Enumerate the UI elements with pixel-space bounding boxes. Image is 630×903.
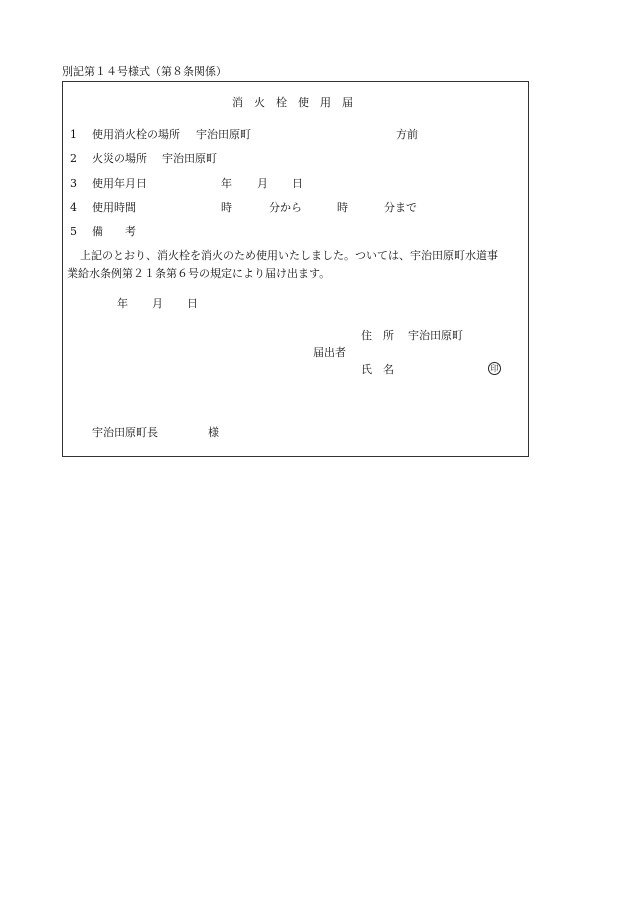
item-number-2: 2: [70, 152, 77, 165]
submit-date-month: 月: [152, 297, 163, 310]
applicant-role-label: 届出者: [313, 346, 346, 359]
body-text-line-2: 業給水条例第２１条第６号の規定により届け出ます。: [67, 267, 331, 280]
use-date-year: 年: [221, 177, 232, 190]
submit-date-day: 日: [187, 297, 198, 310]
item-suffix-direction: 方前: [396, 128, 418, 141]
item-label-fire-location: 火災の場所: [92, 152, 147, 165]
use-time-end-hour: 時: [337, 201, 348, 214]
use-date-day: 日: [292, 177, 303, 190]
item-value-hydrant-town: 宇治田原町: [196, 128, 251, 141]
item-label-use-time: 使用時間: [92, 201, 136, 214]
item-label-remarks: 備 考: [92, 225, 136, 238]
use-time-end-minute: 分まで: [384, 201, 417, 214]
use-date-month: 月: [257, 177, 268, 190]
addressee-name: 宇治田原町長: [92, 426, 158, 439]
item-label-hydrant-location: 使用消火栓の場所: [92, 128, 180, 141]
use-time-start-hour: 時: [221, 201, 232, 214]
item-number-5: 5: [70, 225, 77, 238]
use-time-start-minute: 分から: [269, 201, 302, 214]
applicant-address-value: 宇治田原町: [408, 329, 463, 342]
item-value-fire-town: 宇治田原町: [162, 152, 217, 165]
form-caption: 別記第１４号様式（第８条関係）: [62, 65, 227, 78]
form-title: 消 火 栓 使 用 届: [232, 96, 353, 109]
applicant-address-label: 住 所: [361, 329, 394, 342]
item-number-3: 3: [70, 177, 77, 190]
item-number-1: 1: [70, 128, 77, 141]
body-text-line-1: 上記のとおり、消火栓を消火のため使用いたしました。ついては、宇治田原町水道事: [80, 249, 498, 262]
addressee-honorific: 様: [208, 426, 219, 439]
item-number-4: 4: [70, 201, 77, 214]
item-label-use-date: 使用年月日: [92, 177, 147, 190]
submit-date-year: 年: [117, 297, 128, 310]
seal-icon: 印: [488, 362, 501, 375]
applicant-name-label: 氏 名: [361, 363, 394, 376]
